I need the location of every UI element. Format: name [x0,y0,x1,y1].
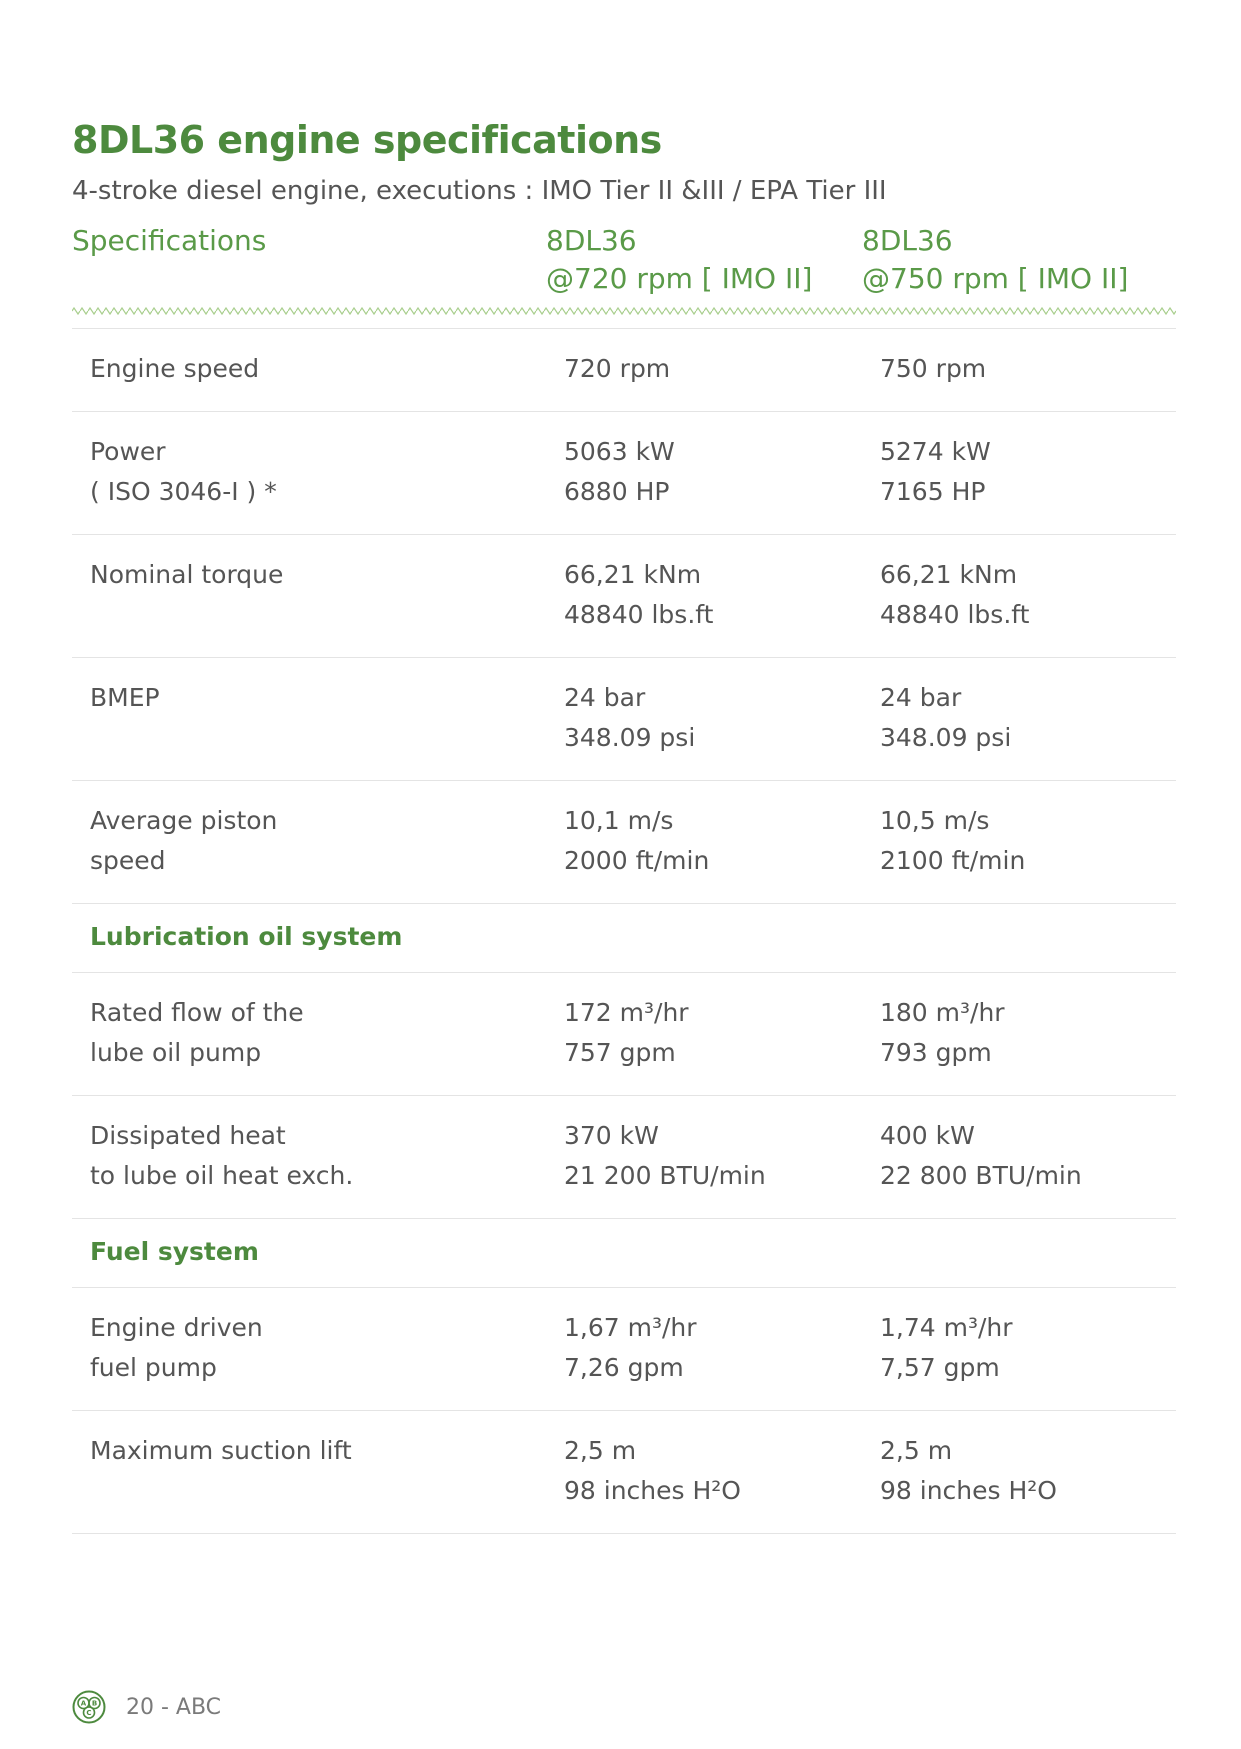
wavy-divider [72,306,1176,316]
page-number-label: 20 - ABC [126,1694,222,1720]
table-row-piston-speed: Average piston speed 10,1 m/s 2000 ft/min 10,5 m/s 2100 ft/min [72,781,1176,904]
table-row-nominal-torque: Nominal torque 66,21 kNm 48840 lbs.ft 66,21 kNm 48840 lbs.ft [72,535,1176,658]
header-750rpm: 8DL36 @750 rpm [ IMO II] [862,224,1129,295]
page-footer [72,1690,221,1724]
logo-letter-a: A [80,1699,87,1708]
table-row-lube-flow: Rated flow of the lube oil pump 172 m³/hr 757 gpm 180 m³/hr 793 gpm [72,973,1176,1096]
logo-letter-b: B [91,1699,98,1708]
table-row-bmep: BMEP 24 bar 348.09 psi 24 bar 348.09 psi [72,658,1176,781]
page-subtitle: 4-stroke diesel engine, executions : IMO Tier II &III / EPA Tier III [72,176,887,206]
abc-logo-icon [72,1690,106,1724]
table-row-fuel-pump: Engine driven fuel pump 1,67 m³/hr 7,26 gpm 1,74 m³/hr 7,57 gpm [72,1288,1176,1411]
spec-sheet [72,112,1176,1534]
section-heading-lubrication: Lubrication oil system [72,904,1176,973]
section-heading-fuel: Fuel system [72,1219,1176,1288]
header-specifications: Specifications [72,224,267,257]
table-row-power: Power ( ISO 3046-I ) * 5063 kW 6880 HP 5274 kW 7165 HP [72,412,1176,535]
table-row-dissipated-heat: Dissipated heat to lube oil heat exch. 370 kW 21 200 BTU/min 400 kW 22 800 BTU/min [72,1096,1176,1219]
logo-letter-c: C [86,1709,92,1717]
page-title: 8DL36 engine specifications [72,118,662,162]
table-row-engine-speed: Engine speed 720 rpm 750 rpm [72,329,1176,412]
header-720rpm: 8DL36 @720 rpm [ IMO II] [546,224,813,295]
table-header [72,222,1176,298]
table-row-suction-lift: Maximum suction lift 2,5 m 98 inches H²O 2,5 m 98 inches H²O [72,1411,1176,1534]
